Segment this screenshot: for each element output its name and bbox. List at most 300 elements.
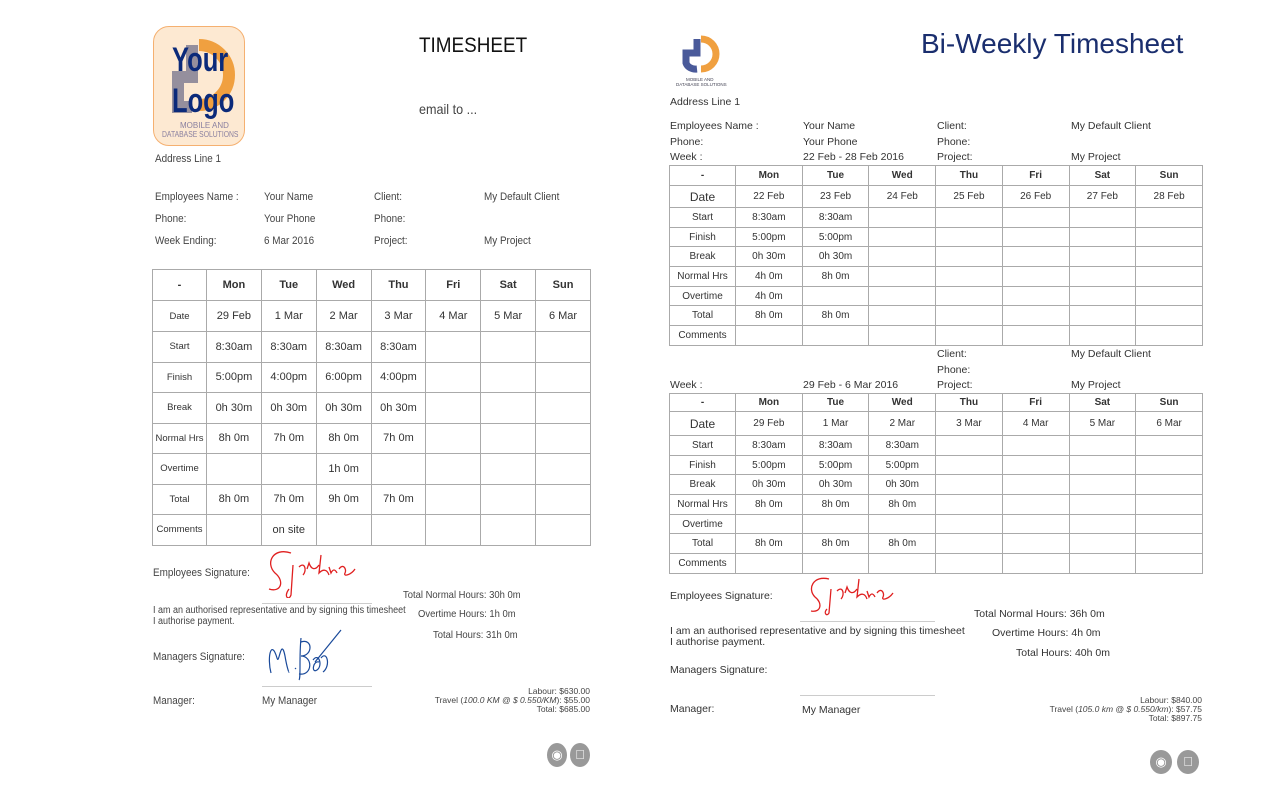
table-cell[interactable]: 4 Mar (1002, 412, 1069, 436)
table-cell[interactable] (802, 554, 869, 574)
table-cell[interactable] (936, 286, 1003, 306)
manager-value: My Manager (802, 704, 861, 716)
row-label: Total (670, 306, 736, 326)
table-cell[interactable] (1136, 286, 1203, 306)
table-cell[interactable] (426, 362, 481, 393)
table-cell[interactable]: 0h 30m (371, 393, 426, 424)
table-cell[interactable]: 4h 0m (736, 267, 803, 287)
company-logo-small (674, 35, 724, 80)
info-label: Client: (937, 120, 967, 132)
travel-suffix: ): $57.75 (1168, 704, 1202, 714)
info-value: My Project (484, 235, 531, 247)
row-label: Comments (153, 515, 207, 546)
table-cell[interactable]: 29 Feb (736, 412, 803, 436)
table-cell[interactable] (1069, 514, 1136, 534)
table-row (670, 306, 1203, 326)
table-cell[interactable] (1136, 227, 1203, 247)
table-cell[interactable]: 25 Feb (936, 186, 1003, 208)
table-cell[interactable]: 6 Mar (1136, 412, 1203, 436)
table-row (670, 267, 1203, 287)
table-cell[interactable]: 8h 0m (802, 495, 869, 515)
info-value: My Project (1071, 379, 1121, 391)
android-icon[interactable]: ◉ (1150, 750, 1172, 774)
table-cell[interactable] (1136, 267, 1203, 287)
row-label: Start (670, 208, 736, 228)
table-cell[interactable] (426, 332, 481, 363)
row-label: Start (670, 436, 736, 456)
apple-icon[interactable] (570, 743, 590, 767)
table-cell[interactable]: 8h 0m (736, 306, 803, 326)
column-header: Sat (1069, 394, 1136, 412)
table-row (153, 362, 591, 393)
table-cell[interactable]: 8h 0m (869, 495, 936, 515)
table-cell[interactable]: 8h 0m (316, 423, 371, 454)
travel-detail: 100.0 KM @ $ 0.550/KM (463, 695, 557, 705)
table-cell[interactable]: 5 Mar (1069, 412, 1136, 436)
column-header: Thu (936, 394, 1003, 412)
table-cell[interactable]: 2 Mar (869, 412, 936, 436)
table-row (670, 455, 1203, 475)
table-cell[interactable]: 27 Feb (1069, 186, 1136, 208)
table-cell[interactable] (481, 454, 536, 485)
table-cell[interactable] (936, 495, 1003, 515)
table-cell[interactable] (936, 436, 1003, 456)
table-cell[interactable]: 5:00pm (207, 362, 262, 393)
table-cell[interactable] (1002, 495, 1069, 515)
info-label: Client: (937, 348, 967, 360)
table-cell[interactable] (1136, 326, 1203, 346)
travel-suffix: ): $55.00 (556, 695, 590, 705)
table-cell[interactable]: 8:30am (316, 332, 371, 363)
table-cell[interactable]: 9h 0m (316, 484, 371, 515)
table-cell[interactable]: 0h 30m (736, 247, 803, 267)
row-label: Date (670, 412, 736, 436)
email-to: email to ... (419, 101, 478, 117)
table-cell[interactable] (869, 208, 936, 228)
table-row (670, 412, 1203, 436)
table-row (670, 495, 1203, 515)
table-cell[interactable] (869, 227, 936, 247)
table-cell[interactable] (1069, 534, 1136, 554)
table-cell[interactable] (1136, 534, 1203, 554)
column-header: Fri (426, 270, 481, 301)
cost-summary (1050, 696, 1202, 723)
table-cell[interactable] (481, 515, 536, 546)
table-cell[interactable] (936, 227, 1003, 247)
column-header: Tue (261, 270, 316, 301)
manager-value: My Manager (262, 695, 318, 707)
table-cell[interactable]: 8h 0m (736, 495, 803, 515)
employee-signature-line (800, 621, 935, 622)
column-header: Thu (936, 166, 1003, 186)
table-cell[interactable]: 28 Feb (1136, 186, 1203, 208)
table-cell[interactable]: 0h 30m (316, 393, 371, 424)
table-cell[interactable]: 1 Mar (802, 412, 869, 436)
table-cell[interactable]: 4:00pm (261, 362, 316, 393)
labour-cost: Labour: $840.00 (1140, 695, 1202, 705)
table-cell[interactable] (371, 454, 426, 485)
table-cell[interactable]: 4h 0m (736, 286, 803, 306)
table-header-row (670, 394, 1203, 412)
table-cell[interactable] (936, 208, 1003, 228)
table-cell[interactable] (261, 454, 316, 485)
table-row (670, 534, 1203, 554)
table-cell[interactable] (207, 515, 262, 546)
column-header: Fri (1002, 166, 1069, 186)
table-cell[interactable] (1069, 554, 1136, 574)
table-row (153, 454, 591, 485)
row-label: Start (153, 332, 207, 363)
table-cell[interactable] (1002, 554, 1069, 574)
table-cell[interactable] (936, 514, 1003, 534)
column-header: Fri (1002, 394, 1069, 412)
column-header: Mon (736, 166, 803, 186)
table-cell[interactable]: 5:00pm (869, 455, 936, 475)
table-cell[interactable] (936, 306, 1003, 326)
column-header: Mon (736, 394, 803, 412)
table-cell[interactable] (1136, 436, 1203, 456)
table-cell[interactable] (869, 286, 936, 306)
table-cell[interactable] (936, 326, 1003, 346)
table-cell[interactable] (1069, 455, 1136, 475)
table-cell[interactable]: 8h 0m (802, 267, 869, 287)
info-label: Week : (670, 151, 703, 163)
total-cost: Total: $897.75 (1148, 713, 1202, 723)
table-cell[interactable]: 8:30am (207, 332, 262, 363)
table-cell[interactable]: 8:30am (869, 436, 936, 456)
table-cell[interactable] (1136, 495, 1203, 515)
table-cell[interactable]: 2 Mar (316, 301, 371, 332)
info-value: Your Phone (264, 213, 316, 225)
column-header: Wed (316, 270, 371, 301)
table-cell[interactable] (536, 393, 591, 424)
table-cell[interactable] (536, 332, 591, 363)
table-cell[interactable] (736, 554, 803, 574)
table-cell[interactable] (1136, 247, 1203, 267)
table-cell[interactable] (1136, 208, 1203, 228)
table-header-row (670, 166, 1203, 186)
table-cell[interactable]: 4:00pm (371, 362, 426, 393)
authorise-line-2: I authorise payment. (153, 616, 235, 627)
table-row (670, 208, 1203, 228)
table-cell[interactable]: 5:00pm (802, 227, 869, 247)
row-label: Date (670, 186, 736, 208)
column-header: Sat (1069, 166, 1136, 186)
table-cell[interactable] (1069, 436, 1136, 456)
table-row (670, 436, 1203, 456)
table-cell[interactable] (936, 475, 1003, 495)
android-icon[interactable]: ◉ (547, 743, 567, 767)
column-header: Sat (481, 270, 536, 301)
table-row (670, 247, 1203, 267)
table-cell[interactable] (1002, 286, 1069, 306)
table-row (670, 326, 1203, 346)
table-row (153, 301, 591, 332)
table-cell[interactable] (1002, 436, 1069, 456)
table-cell[interactable] (426, 484, 481, 515)
week2-table (669, 393, 1203, 574)
employee-signature (805, 573, 905, 618)
row-label: Finish (153, 362, 207, 393)
table-cell[interactable] (736, 514, 803, 534)
column-header: Wed (869, 394, 936, 412)
row-label: Finish (670, 227, 736, 247)
table-cell[interactable]: 6:00pm (316, 362, 371, 393)
table-cell[interactable]: 5 Mar (481, 301, 536, 332)
table-cell[interactable]: 7h 0m (371, 484, 426, 515)
table-cell[interactable] (936, 534, 1003, 554)
info-value: 29 Feb - 6 Mar 2016 (803, 379, 899, 391)
table-cell[interactable]: 5:00pm (736, 455, 803, 475)
table-cell[interactable] (536, 423, 591, 454)
table-cell[interactable]: 0h 30m (802, 475, 869, 495)
table-cell[interactable]: 8:30am (261, 332, 316, 363)
employee-signature-label: Employees Signature: (670, 590, 773, 602)
table-cell[interactable]: 1h 0m (316, 454, 371, 485)
table-cell[interactable] (936, 554, 1003, 574)
table-cell[interactable]: 8h 0m (802, 534, 869, 554)
row-label: Comments (670, 554, 736, 574)
info-label: Phone: (937, 135, 971, 148)
table-cell[interactable]: 8h 0m (736, 534, 803, 554)
table-cell[interactable] (1069, 208, 1136, 228)
address-line: Address Line 1 (670, 96, 741, 108)
authorise-line-1: I am an authorised representative and by signing this timesheet (153, 605, 406, 616)
row-label: Break (153, 393, 207, 424)
table-cell[interactable] (1002, 247, 1069, 267)
table-row (670, 186, 1203, 208)
table-cell[interactable] (869, 247, 936, 267)
info-value: 6 Mar 2016 (264, 235, 315, 247)
apple-icon[interactable] (1177, 750, 1199, 774)
table-cell[interactable] (1002, 227, 1069, 247)
table-cell[interactable] (1069, 495, 1136, 515)
total-hours: Total Hours: 31h 0m (433, 629, 518, 641)
table-row (153, 484, 591, 515)
table-cell[interactable]: 26 Feb (1002, 186, 1069, 208)
table-cell[interactable] (536, 454, 591, 485)
address-line: Address Line 1 (155, 153, 222, 165)
table-cell[interactable] (481, 423, 536, 454)
info-label: Phone: (374, 213, 406, 225)
table-cell[interactable]: 3 Mar (936, 412, 1003, 436)
table-cell[interactable] (802, 514, 869, 534)
info-value: Your Name (803, 120, 856, 132)
table-cell[interactable] (869, 514, 936, 534)
table-cell[interactable] (1002, 267, 1069, 287)
row-label: Overtime (670, 514, 736, 534)
table-cell[interactable] (1069, 267, 1136, 287)
table-cell[interactable]: 8h 0m (802, 306, 869, 326)
info-label: Week Ending: (155, 235, 217, 247)
total-normal-hours: Total Normal Hours: 30h 0m (403, 589, 521, 601)
column-header: Sun (1136, 394, 1203, 412)
table-header-row (153, 270, 591, 301)
table-cell[interactable] (869, 326, 936, 346)
table-cell[interactable] (869, 306, 936, 326)
table-cell[interactable] (536, 362, 591, 393)
table-cell[interactable] (936, 455, 1003, 475)
table-cell[interactable]: 0h 30m (261, 393, 316, 424)
table-cell[interactable]: 8:30am (371, 332, 426, 363)
logo-tagline-2: DATABASE SOLUTIONS (676, 82, 727, 87)
table-cell[interactable] (1136, 475, 1203, 495)
manager-signature-label: Managers Signature: (153, 651, 245, 663)
table-cell[interactable] (1002, 534, 1069, 554)
info-label: Week : (670, 379, 703, 391)
table-cell[interactable]: 8:30am (802, 208, 869, 228)
table-cell[interactable] (1002, 514, 1069, 534)
table-cell[interactable]: 6 Mar (536, 301, 591, 332)
table-cell[interactable]: 0h 30m (802, 247, 869, 267)
table-cell[interactable] (481, 332, 536, 363)
info-label: Client: (374, 191, 403, 203)
table-row (153, 393, 591, 424)
authorise-line-1: I am an authorised representative and by signing this timesheet (670, 625, 965, 637)
table-cell[interactable] (426, 454, 481, 485)
column-header: - (153, 270, 207, 301)
row-label: Break (670, 475, 736, 495)
logo-tagline-1: MOBILE AND (180, 121, 229, 130)
row-label: Date (153, 301, 207, 332)
info-label: Employees Name : (155, 191, 239, 203)
table-cell[interactable] (1069, 247, 1136, 267)
table-cell[interactable]: on site (261, 515, 316, 546)
labour-cost: Labour: $630.00 (528, 686, 590, 696)
table-cell[interactable] (869, 267, 936, 287)
overtime-hours: Overtime Hours: 4h 0m (992, 627, 1101, 639)
employee-signature (263, 543, 363, 598)
table-cell[interactable]: 22 Feb (736, 186, 803, 208)
manager-signature-line (800, 695, 935, 696)
table-cell[interactable] (536, 515, 591, 546)
table-cell[interactable]: 8:30am (736, 208, 803, 228)
table-cell[interactable]: 1 Mar (261, 301, 316, 332)
table-cell[interactable] (1069, 475, 1136, 495)
logo-tagline-2: DATABASE SOLUTIONS (162, 130, 239, 139)
table-cell[interactable] (1002, 326, 1069, 346)
table-cell[interactable]: 8:30am (802, 436, 869, 456)
table-cell[interactable]: 7h 0m (261, 423, 316, 454)
table-cell[interactable] (1136, 306, 1203, 326)
table-cell[interactable]: 8h 0m (207, 484, 262, 515)
table-cell[interactable] (802, 286, 869, 306)
info-value: My Project (1071, 151, 1121, 163)
total-cost: Total: $685.00 (536, 704, 590, 714)
table-cell[interactable] (481, 362, 536, 393)
table-cell[interactable] (802, 326, 869, 346)
column-header: Thu (371, 270, 426, 301)
table-cell[interactable] (1069, 227, 1136, 247)
table-cell[interactable] (1069, 326, 1136, 346)
info-label: Phone: (155, 213, 187, 225)
table-row (670, 286, 1203, 306)
table-cell[interactable]: 23 Feb (802, 186, 869, 208)
table-cell[interactable]: 3 Mar (371, 301, 426, 332)
manager-signature-label: Managers Signature: (670, 664, 768, 676)
table-cell[interactable] (536, 484, 591, 515)
table-row (153, 332, 591, 363)
table-cell[interactable] (1002, 455, 1069, 475)
table-cell[interactable]: 5:00pm (736, 227, 803, 247)
column-header: Wed (869, 166, 936, 186)
column-header: - (670, 394, 736, 412)
week1-table (669, 165, 1203, 346)
table-cell[interactable]: 0h 30m (736, 475, 803, 495)
table-cell[interactable] (1002, 208, 1069, 228)
row-label: Finish (670, 455, 736, 475)
table-cell[interactable] (1069, 306, 1136, 326)
table-cell[interactable]: 8:30am (736, 436, 803, 456)
info-value: Your Phone (803, 135, 858, 148)
table-cell[interactable] (426, 515, 481, 546)
table-cell[interactable]: 0h 30m (869, 475, 936, 495)
info-label: Phone: (937, 363, 971, 376)
table-cell[interactable]: 8h 0m (869, 534, 936, 554)
table-cell[interactable]: 29 Feb (207, 301, 262, 332)
table-cell[interactable] (936, 247, 1003, 267)
company-logo (153, 26, 245, 146)
table-cell[interactable] (426, 393, 481, 424)
table-cell[interactable] (1002, 475, 1069, 495)
table-cell[interactable] (316, 515, 371, 546)
column-header: Tue (802, 166, 869, 186)
table-cell[interactable] (936, 267, 1003, 287)
info-value: 22 Feb - 28 Feb 2016 (803, 151, 904, 163)
info-label: Phone: (670, 135, 704, 148)
page-title: TIMESHEET (419, 34, 528, 57)
table-row (670, 554, 1203, 574)
table-cell[interactable] (1136, 554, 1203, 574)
timesheet-table (152, 269, 591, 546)
table-cell[interactable] (1069, 286, 1136, 306)
table-cell[interactable]: 7h 0m (261, 484, 316, 515)
table-cell[interactable] (736, 326, 803, 346)
table-row (153, 423, 591, 454)
table-cell[interactable] (481, 393, 536, 424)
table-cell[interactable]: 7h 0m (371, 423, 426, 454)
travel-detail: 105.0 km @ $ 0.550/km (1078, 704, 1169, 714)
info-value: My Default Client (484, 191, 560, 203)
table-cell[interactable]: 8h 0m (207, 423, 262, 454)
column-header: Sun (1136, 166, 1203, 186)
table-cell[interactable] (869, 554, 936, 574)
table-cell[interactable] (1136, 514, 1203, 534)
table-cell[interactable]: 0h 30m (207, 393, 262, 424)
row-label: Normal Hrs (670, 267, 736, 287)
column-header: - (670, 166, 736, 186)
table-cell[interactable] (1136, 455, 1203, 475)
manager-label: Manager: (670, 703, 715, 715)
cost-summary (435, 687, 590, 714)
table-cell[interactable]: 4 Mar (426, 301, 481, 332)
table-cell[interactable] (1002, 306, 1069, 326)
table-cell[interactable] (481, 484, 536, 515)
table-cell[interactable] (207, 454, 262, 485)
row-label: Normal Hrs (670, 495, 736, 515)
table-cell[interactable]: 5:00pm (802, 455, 869, 475)
row-label: Total (670, 534, 736, 554)
table-row (153, 515, 591, 546)
table-row (670, 514, 1203, 534)
table-cell[interactable] (426, 423, 481, 454)
page-title: Bi-Weekly Timesheet (921, 28, 1184, 59)
info-label: Project: (937, 151, 973, 163)
employee-signature-label: Employees Signature: (153, 567, 250, 579)
column-header: Tue (802, 394, 869, 412)
table-cell[interactable] (371, 515, 426, 546)
table-cell[interactable]: 24 Feb (869, 186, 936, 208)
